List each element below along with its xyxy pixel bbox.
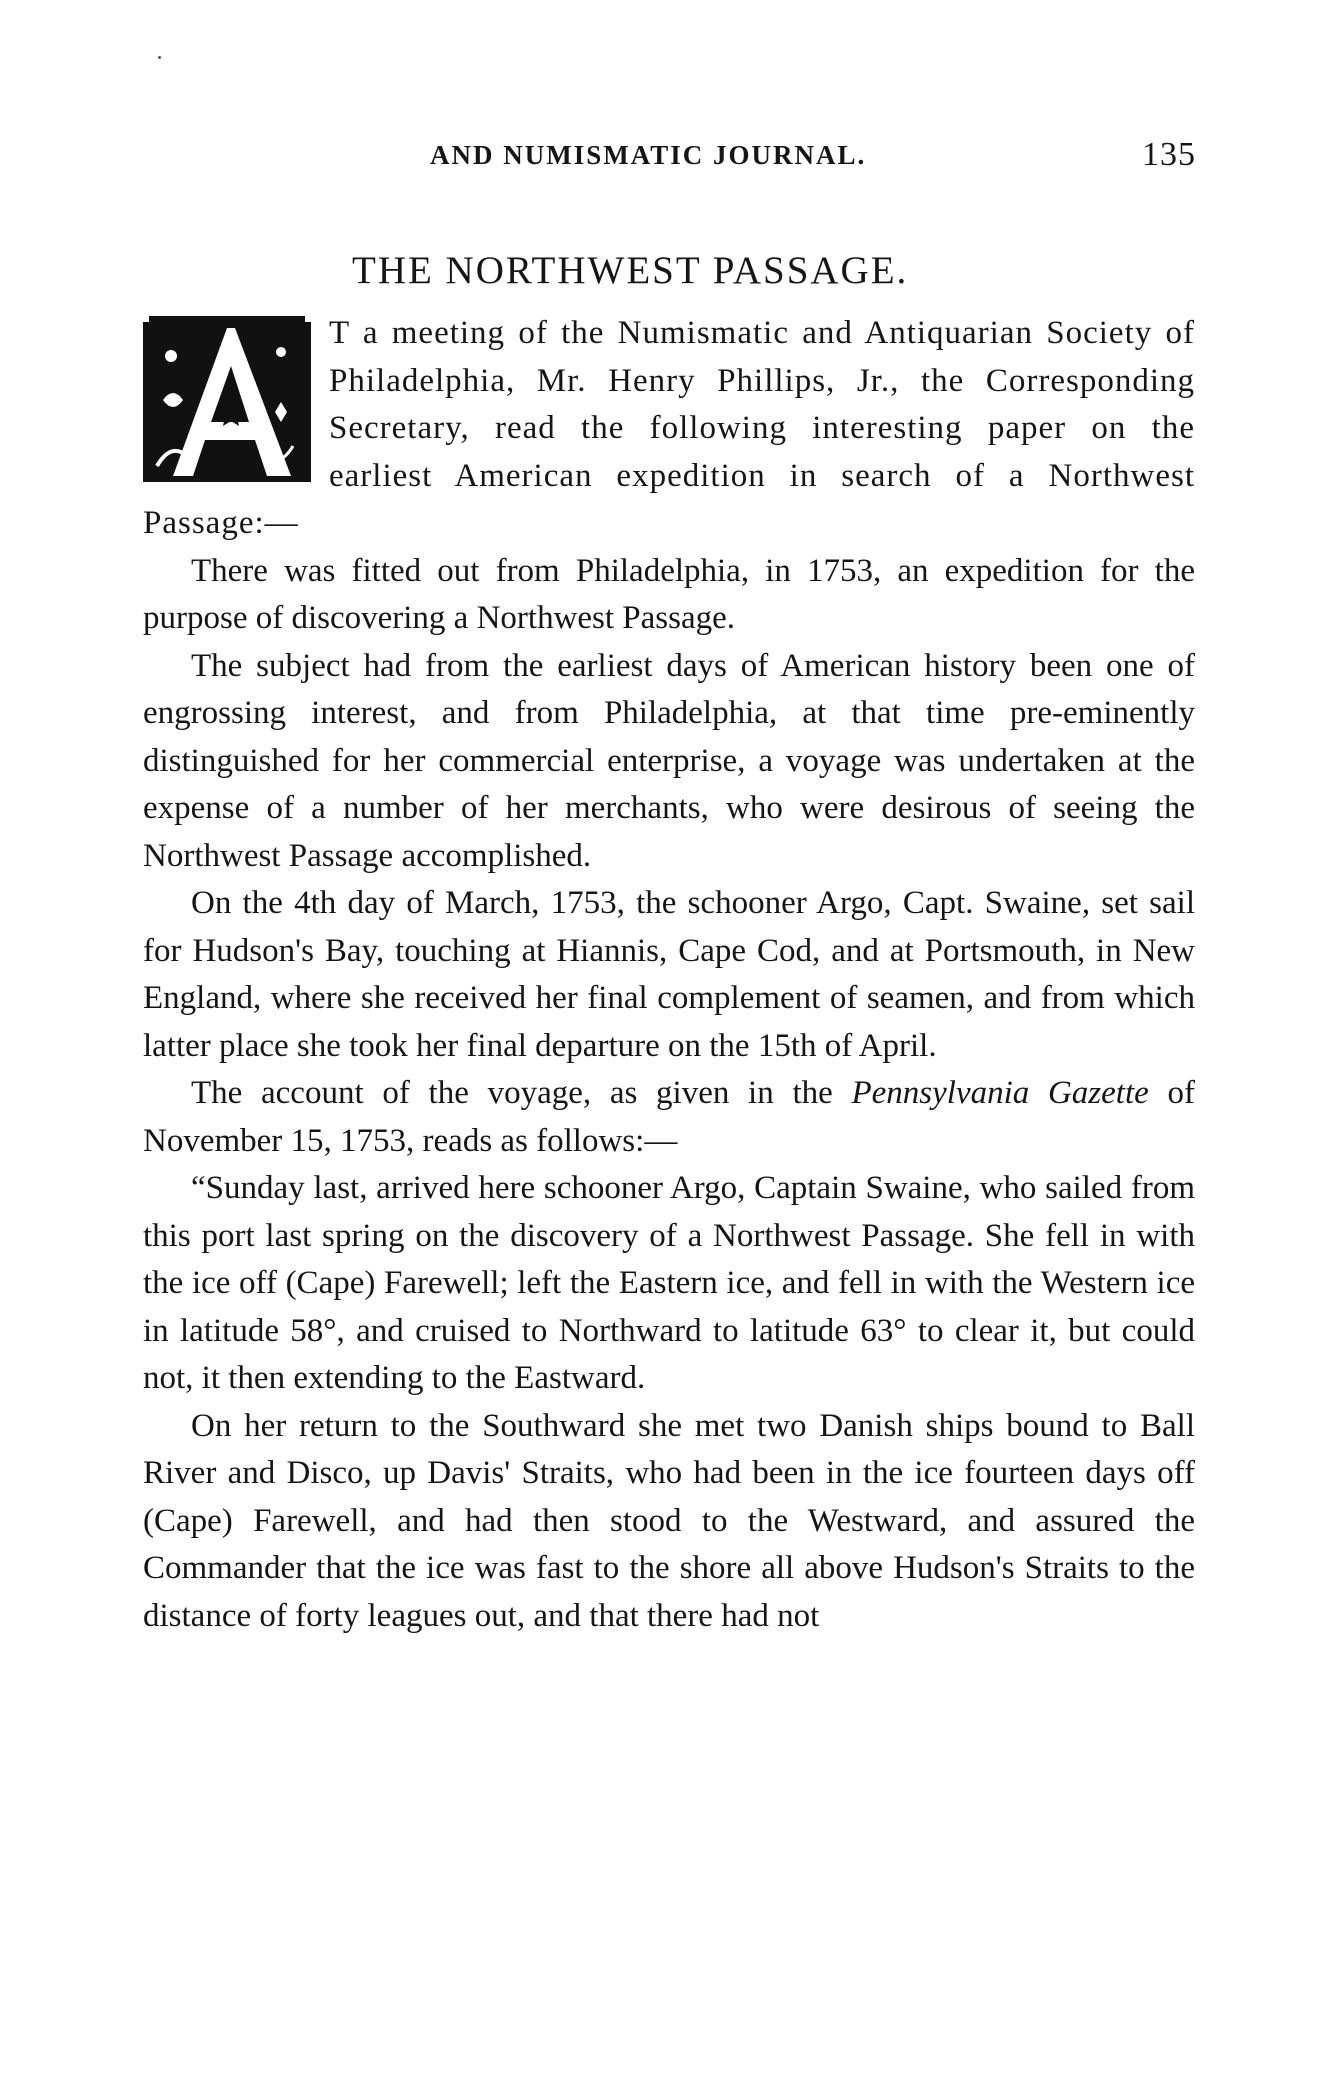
paragraph-1-text: T a meeting of the Numismatic and Antiquarian Society of Philadelphia, Mr. Henry Phillips, Jr., the Corresponding Secretary, read the following interesting paper on the earliest American expedition in search of a Northwest Passage:— (143, 315, 1195, 541)
page-number: 135 (1142, 136, 1196, 173)
paragraph-1 (143, 310, 1195, 548)
newspaper-title: Pennsylvania Gazette (851, 1075, 1149, 1111)
paragraph-5-tail: of November 15, 1753, reads as follows:— (143, 1075, 1195, 1159)
paragraph-2: There was fitted out from Philadelphia, in 1753, an expedition for the purpose of discovering a Northwest Passage. (143, 552, 1195, 636)
article-title: THE NORTHWEST PASSAGE. (352, 249, 909, 292)
drop-cap-ornament (143, 316, 311, 488)
running-head (140, 136, 1196, 180)
ornamental-initial-icon (143, 316, 311, 488)
paragraph-5 (143, 1070, 1195, 1165)
paragraph-4: On the 4th day of March, 1753, the schooner Argo, Capt. Swaine, set sail for Hudson's Bay, touching at Hiannis, Cape Cod, and at Portsmouth, in New England, where she received her final complement of seamen, and from which latter place she took her final departure on the 15th of April. (143, 885, 1195, 1064)
paragraph-7: On her return to the Southward she met two Danish ships bound to Ball River and Disco, up Davis' Straits, who had been in the ice fourteen days off (Cape) Farewell, and had then stood to the Westward, and assured the Commander that the ice was fast to the shore all above Hudson's Straits to the distance of forty leagues out, and that there had not (143, 1407, 1195, 1634)
paragraph-3: The subject had from the earliest days of American history been one of engrossing interest, and from Philadelphia, at that time pre-eminently distinguished for her commercial enterprise, a voyage was undertaken at the expense of a number of her merchants, who were desirous of seeing the Northwest Passage accomplished. (143, 647, 1195, 874)
paragraph-5-lead: The account of the voyage, as given in the (191, 1075, 852, 1111)
print-speck (158, 56, 161, 59)
article-body (143, 310, 1195, 1640)
running-title: AND NUMISMATIC JOURNAL. (430, 140, 867, 170)
paragraph-6-quotation: “Sunday last, arrived here schooner Argo, Captain Swaine, who sailed from this port last spring on the discovery of a Northwest Passage. She fell in with the ice off (Cape) Farewell; left the Eastern ice, and fell in with the Western ice in latitude 58°, and cruised to Northward to latitude 63° to clear it, but could not, it then extending to the Eastward. (143, 1170, 1195, 1396)
